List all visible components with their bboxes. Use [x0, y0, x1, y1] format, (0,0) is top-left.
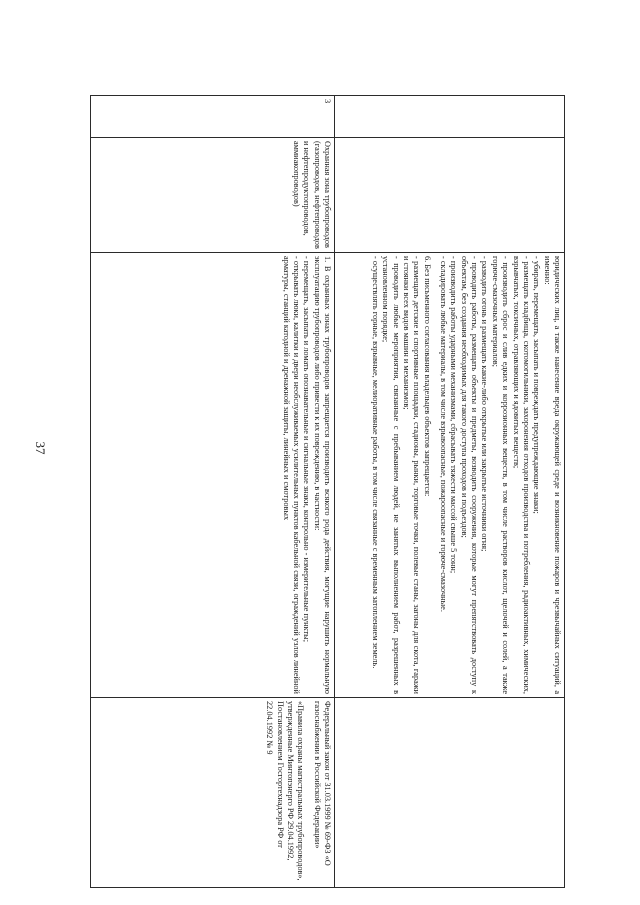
restriction-text: - производить сброс и слив едких и коррозионных веществ, в том числе растворов кислот, щелочей и солей, а также горюче-смазочных материалов; — [490, 256, 511, 694]
restrictions-cell — [91, 253, 335, 698]
restriction-text: - осуществлять горные, взрывные, мелиоративные работы, в том числе связанные с временным затоплением земель. — [370, 256, 380, 669]
paragraph-gap — [432, 256, 438, 694]
zone-name-cell: Охранная зона трубопроводов (газопроводов, нефтепроводов и нефтепродуктопроводов, аммиакопроводов) — [91, 138, 335, 253]
restriction-text: юридических лиц, а также нанесение вреда окружающей среде и возникновение пожаров и чрезвычайных ситуаций, а именно: — [542, 256, 562, 694]
page-number: 37 — [33, 441, 48, 455]
restriction-text: - перемещать, засыпать и ломать опознавательные и сигнальные знаки, контрольно - измерительные пункты; — [302, 256, 312, 643]
legal-basis-cell — [91, 698, 335, 888]
zone-name-cell — [335, 138, 565, 253]
regulation-table — [90, 95, 565, 888]
row-number-cell: 3 — [91, 96, 335, 138]
restriction-text: - убирать, перемещать, засыпать и повреждать предупреждающие знаки; — [532, 256, 542, 514]
table-row — [91, 96, 335, 888]
restriction-text: - производить работы ударными механизмами, сбрасывать тяжести массой свыше 5 тонн; — [449, 256, 459, 574]
restriction-text: - проводить работы, размещать объекты и предметы, возводить сооружения, которые могут препятствовать доступу к объектам, без создания необходимых для такого доступа проходов и подъездов; — [459, 256, 480, 694]
restrictions-cell — [335, 253, 565, 698]
rotated-page-content — [90, 95, 565, 887]
legal-basis-cell — [335, 698, 565, 888]
table-row — [335, 96, 565, 888]
restriction-text: 6. Без письменного согласования владельцев объектов запрещается: — [422, 256, 432, 497]
legal-reference: Федеральный закон от 31.03.1999 № 69-ФЗ «О газоснабжении в Российской Федерации» — [312, 701, 332, 866]
restriction-text: - размещать детские и спортивные площадки, стадионы, рынки, торговые точки, полевые станы, загоны для скота, гаражи и стоянки всех видов машин и механизмов; — [401, 256, 422, 694]
restriction-text: - разводить огонь и размещать какие-либо открытые или закрытые источники огня; — [480, 256, 490, 552]
row-number-cell — [335, 96, 565, 138]
restriction-text: 1. В охранных зонах трубопроводов запрещается производить всякого рода действия, могущие нарушить нормальную эксплуатацию трубопроводов либо привести к их повреждению, в частности: — [312, 256, 332, 694]
legal-reference: «Правила охраны магистральных трубопроводов», утвержденные Минтопэнерго РФ 29.04.1992, Постановлением Госгортехнадзора РФ от 22.04.1992 № 9 — [265, 701, 306, 881]
restriction-text: - проводить любые мероприятия, связанные с пребыванием людей, не занятых выполнением работ, разрешенных в установленном порядке; — [381, 256, 401, 694]
restriction-text: - открывать люки, калитки и двери необслуживаемых усилительных пунктов кабельной связи, ограждений узлов линейной арматуры, станций катодной и дренажной защиты, линейных и смотровых — [281, 256, 301, 694]
restriction-text: - размещать кладбища, скотомогильники, захоронения отходов производства и потребления, радиоактивных, химических, взрывчатых, токсичных, отравляющих и ядовитых веществ; — [511, 256, 531, 694]
restriction-text: - складировать любые материалы, в том числе взрывоопасные, пожароопасные и горюче-смазочные. — [439, 256, 449, 612]
